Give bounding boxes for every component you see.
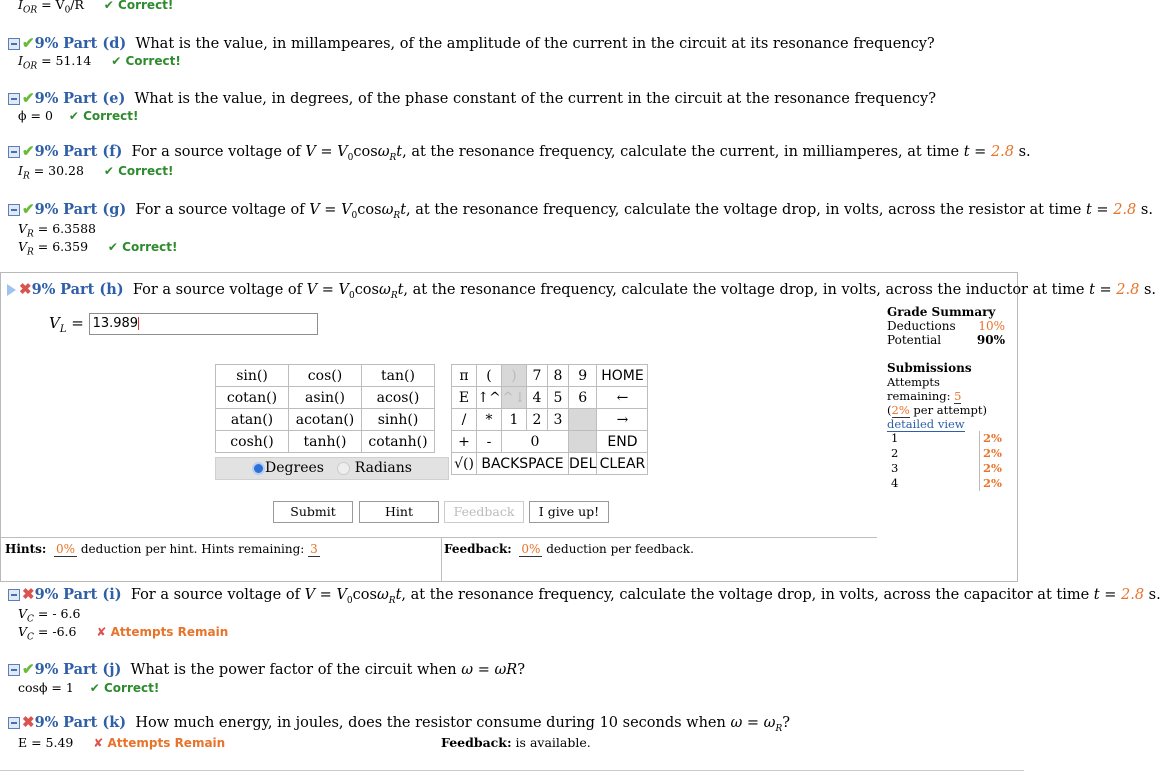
x-icon: ✖ (19, 280, 32, 298)
answer-input-row: $V_L = 13.989$ (49, 313, 318, 335)
asin-button[interactable]: asin() (289, 387, 362, 409)
collapse-icon[interactable] (8, 146, 20, 158)
key-5[interactable]: 5 (548, 387, 569, 409)
home-key[interactable]: HOME (597, 365, 648, 387)
power-down-key[interactable]: ^↓ (502, 387, 527, 409)
sqrt-key[interactable]: √() (452, 453, 477, 475)
check-icon: ✔ (103, 164, 114, 178)
cotan-button[interactable]: cotan() (216, 387, 289, 409)
expand-arrow-icon[interactable] (7, 284, 16, 296)
key-1[interactable]: 1 (502, 409, 527, 431)
key-8[interactable]: 8 (548, 365, 569, 387)
x-icon: ✘ (96, 625, 107, 639)
submit-button[interactable]: Submit (273, 501, 353, 523)
check-icon: ✔ (22, 142, 35, 160)
power-key[interactable]: ↑^ (477, 387, 502, 409)
degrees-radio[interactable] (252, 462, 265, 475)
acos-button[interactable]: acos() (362, 387, 435, 409)
cosh-button[interactable]: cosh() (216, 431, 289, 453)
tan-button[interactable]: tan() (362, 365, 435, 387)
clear-key[interactable]: CLEAR (597, 453, 648, 475)
end-key[interactable]: END (597, 431, 648, 453)
acotan-button[interactable]: acotan() (289, 409, 362, 431)
key-4[interactable]: 4 (527, 387, 548, 409)
collapse-icon[interactable] (8, 38, 20, 50)
x-icon: ✖ (22, 713, 35, 731)
attempt-row: 4 2% (887, 476, 1005, 491)
check-icon: ✔ (22, 89, 35, 107)
check-icon: ✔ (68, 109, 79, 123)
key-0[interactable]: 0 (502, 431, 569, 453)
check-icon: ✔ (22, 200, 35, 218)
blank-key-2 (569, 431, 597, 453)
give-up-button[interactable]: I give up! (529, 501, 609, 523)
cos-button[interactable]: cos() (289, 365, 362, 387)
hint-button[interactable]: Hint (359, 501, 439, 523)
angle-mode: Degrees Radians (215, 457, 449, 480)
plus-key[interactable]: + (452, 431, 477, 453)
pi-key[interactable]: π (452, 365, 477, 387)
key-7[interactable]: 7 (527, 365, 548, 387)
collapse-icon[interactable] (8, 589, 20, 601)
check-icon: ✔ (89, 681, 100, 695)
key-9[interactable]: 9 (569, 365, 597, 387)
x-icon: ✘ (93, 736, 104, 750)
grade-summary: Grade Summary Deductions 10% Potential 90% Submissions Attempts remaining: 5 (2% per attempt) detailed view 1 2% 2 2% 3 2% 4 2% (887, 305, 1005, 490)
feedback-button: Feedback (444, 501, 524, 523)
collapse-icon[interactable] (8, 664, 20, 676)
part-h-panel: ✖9% Part (h) For a source voltage of $V = V_0\cos\omega_Rt$, at the resonance frequency, calculate the voltage drop, in volts, across the inductor at time t = 2.8 s. $V_L = 13.989$ sin() cos() tan() cotan() asin() acos() atan() acotan() sinh() cosh() tanh() cotanh() Degrees Radians π ( ) 7 8 9 HOME E ↑^ ^↓ 4 5 6 ← / * 1 2 3 → + - 0 END √() BACKSPACE DEL CLEAR Submit Hint Feedback I give up! Grade Summary Deductions 10% Potential 90% Submissions Attempts remaining: 5 (2% per attempt) detailed view 1 2% 2 2% 3 2% 4 2% Hints: 0% deduction per hint. Hints remaining: 3 Feedback: 0% deduction per feedback. (0, 272, 1018, 582)
divide-key[interactable]: / (452, 409, 477, 431)
attempt-row: 2 2% (887, 446, 1005, 461)
number-keypad (451, 364, 648, 475)
key-6[interactable]: 6 (569, 387, 597, 409)
sin-button[interactable]: sin() (216, 365, 289, 387)
function-keypad (215, 364, 435, 453)
feedback-available: Feedback: is available. (441, 735, 591, 750)
check-icon: ✔ (22, 34, 35, 52)
e-key[interactable]: E (452, 387, 477, 409)
multiply-key[interactable]: * (477, 409, 502, 431)
right-arrow-key[interactable]: → (597, 409, 648, 431)
sinh-button[interactable]: sinh() (362, 409, 435, 431)
answer-input[interactable]: 13.989 (89, 313, 318, 335)
attempt-row: 3 2% (887, 461, 1005, 476)
collapse-icon[interactable] (8, 717, 20, 729)
key-3[interactable]: 3 (548, 409, 569, 431)
detailed-view-link[interactable]: detailed view (887, 417, 965, 431)
check-icon: ✔ (107, 240, 118, 254)
cotanh-button[interactable]: cotanh() (362, 431, 435, 453)
x-icon: ✖ (22, 585, 35, 603)
check-icon: ✔ (111, 54, 122, 68)
del-key[interactable]: DEL (569, 453, 597, 475)
radians-radio[interactable] (337, 462, 350, 475)
collapse-icon[interactable] (8, 93, 20, 105)
lparen-key[interactable]: ( (477, 365, 502, 387)
check-icon: ✔ (22, 660, 35, 678)
backspace-key[interactable]: BACKSPACE (477, 453, 569, 475)
collapse-icon[interactable] (8, 204, 20, 216)
check-icon: ✔ (103, 0, 114, 12)
rparen-key[interactable]: ) (502, 365, 527, 387)
key-2[interactable]: 2 (527, 409, 548, 431)
hints-info: Hints: 0% deduction per hint. Hints remaining: 3 (5, 542, 318, 556)
left-arrow-key[interactable]: ← (597, 387, 648, 409)
atan-button[interactable]: atan() (216, 409, 289, 431)
tanh-button[interactable]: tanh() (289, 431, 362, 453)
blank-key (569, 409, 597, 431)
feedback-info: Feedback: 0% deduction per feedback. (441, 538, 878, 582)
attempt-row: 1 2% (887, 431, 1005, 446)
hints-feedback-bar (1, 537, 877, 582)
minus-key[interactable]: - (477, 431, 502, 453)
